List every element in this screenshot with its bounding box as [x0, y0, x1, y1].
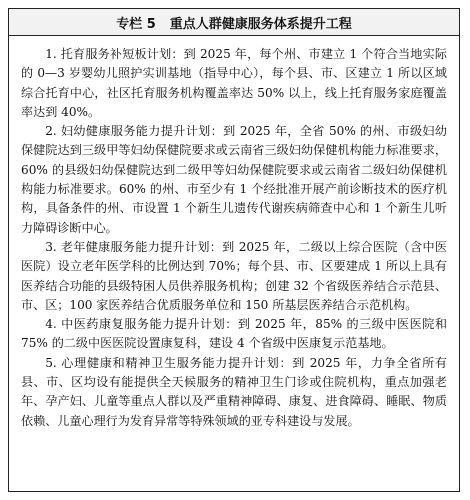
paragraph-mental-health: 5. 心理健康和精神卫生服务能力提升计划：到 2025 年，力争全省所有县、市、区均设有能提供全天候服务的精神卫生门诊或住院机构，重点加强老年、孕产妇、儿童等重点人群以及严重精神障碍、康复、进食障碍、睡眠、物质依赖、儿童心理行为发育异常等特殊领域的亚专科建设与发展。: [21, 355, 447, 428]
box-body: [9, 36, 459, 431]
box-header: [9, 9, 459, 36]
paragraph-childcare: 1. 托育服务补短板计划：到 2025 年，每个州、市建立 1 个符合当地实际的 0—3 岁婴幼儿照护实训基地（指导中心），每个县、市、区建立 1 所以区域综合托育中心，社区托育服务机构覆盖率达 50% 以上，线上托育服务家庭覆盖率达到 40%。: [21, 47, 447, 119]
paragraph-elderly: 3. 老年健康服务能力提升计划：到 2025 年，二级以上综合医院（含中医医院）设立老年医学科的比例达到 70%；每个县、市、区要建成 1 所以上具有医养结合功能的县级特困人员供养服务机构；创建 32 个省级医养结合示范县、市、区；100 家医养结合优质服务单位和 150 所基层医养结合示范机构。: [21, 239, 447, 312]
box-title: 重点人群健康服务体系提升工程: [169, 16, 352, 32]
paragraph-tcm-rehab: 4. 中医药康复服务能力提升计划：到 2025 年，85% 的三级中医医院和 75% 的二级中医医院设置康复科，建设 4 个省级中医康复示范基地。: [21, 317, 447, 351]
box-label: 专栏 5: [116, 16, 156, 32]
program-box: [8, 8, 460, 492]
paragraph-maternal-child: 2. 妇幼健康服务能力提升计划：到 2025 年，全省 50% 的州、市级妇幼保健院达到三级甲等妇幼保健院要求或云南省三级妇幼保健机构能力标准要求，60% 的县级妇幼保健院达到二级甲等妇幼保健院要求或云南省二级妇幼保健机构能力标准要求。60% 的州、市至少有 1 个经批准开展产前诊断技术的医疗机构，具备条件的州、市设置 1 个新生儿遗传代谢疾病筛查中心和 1 个新生儿听力障碍诊断中心。: [21, 124, 447, 235]
